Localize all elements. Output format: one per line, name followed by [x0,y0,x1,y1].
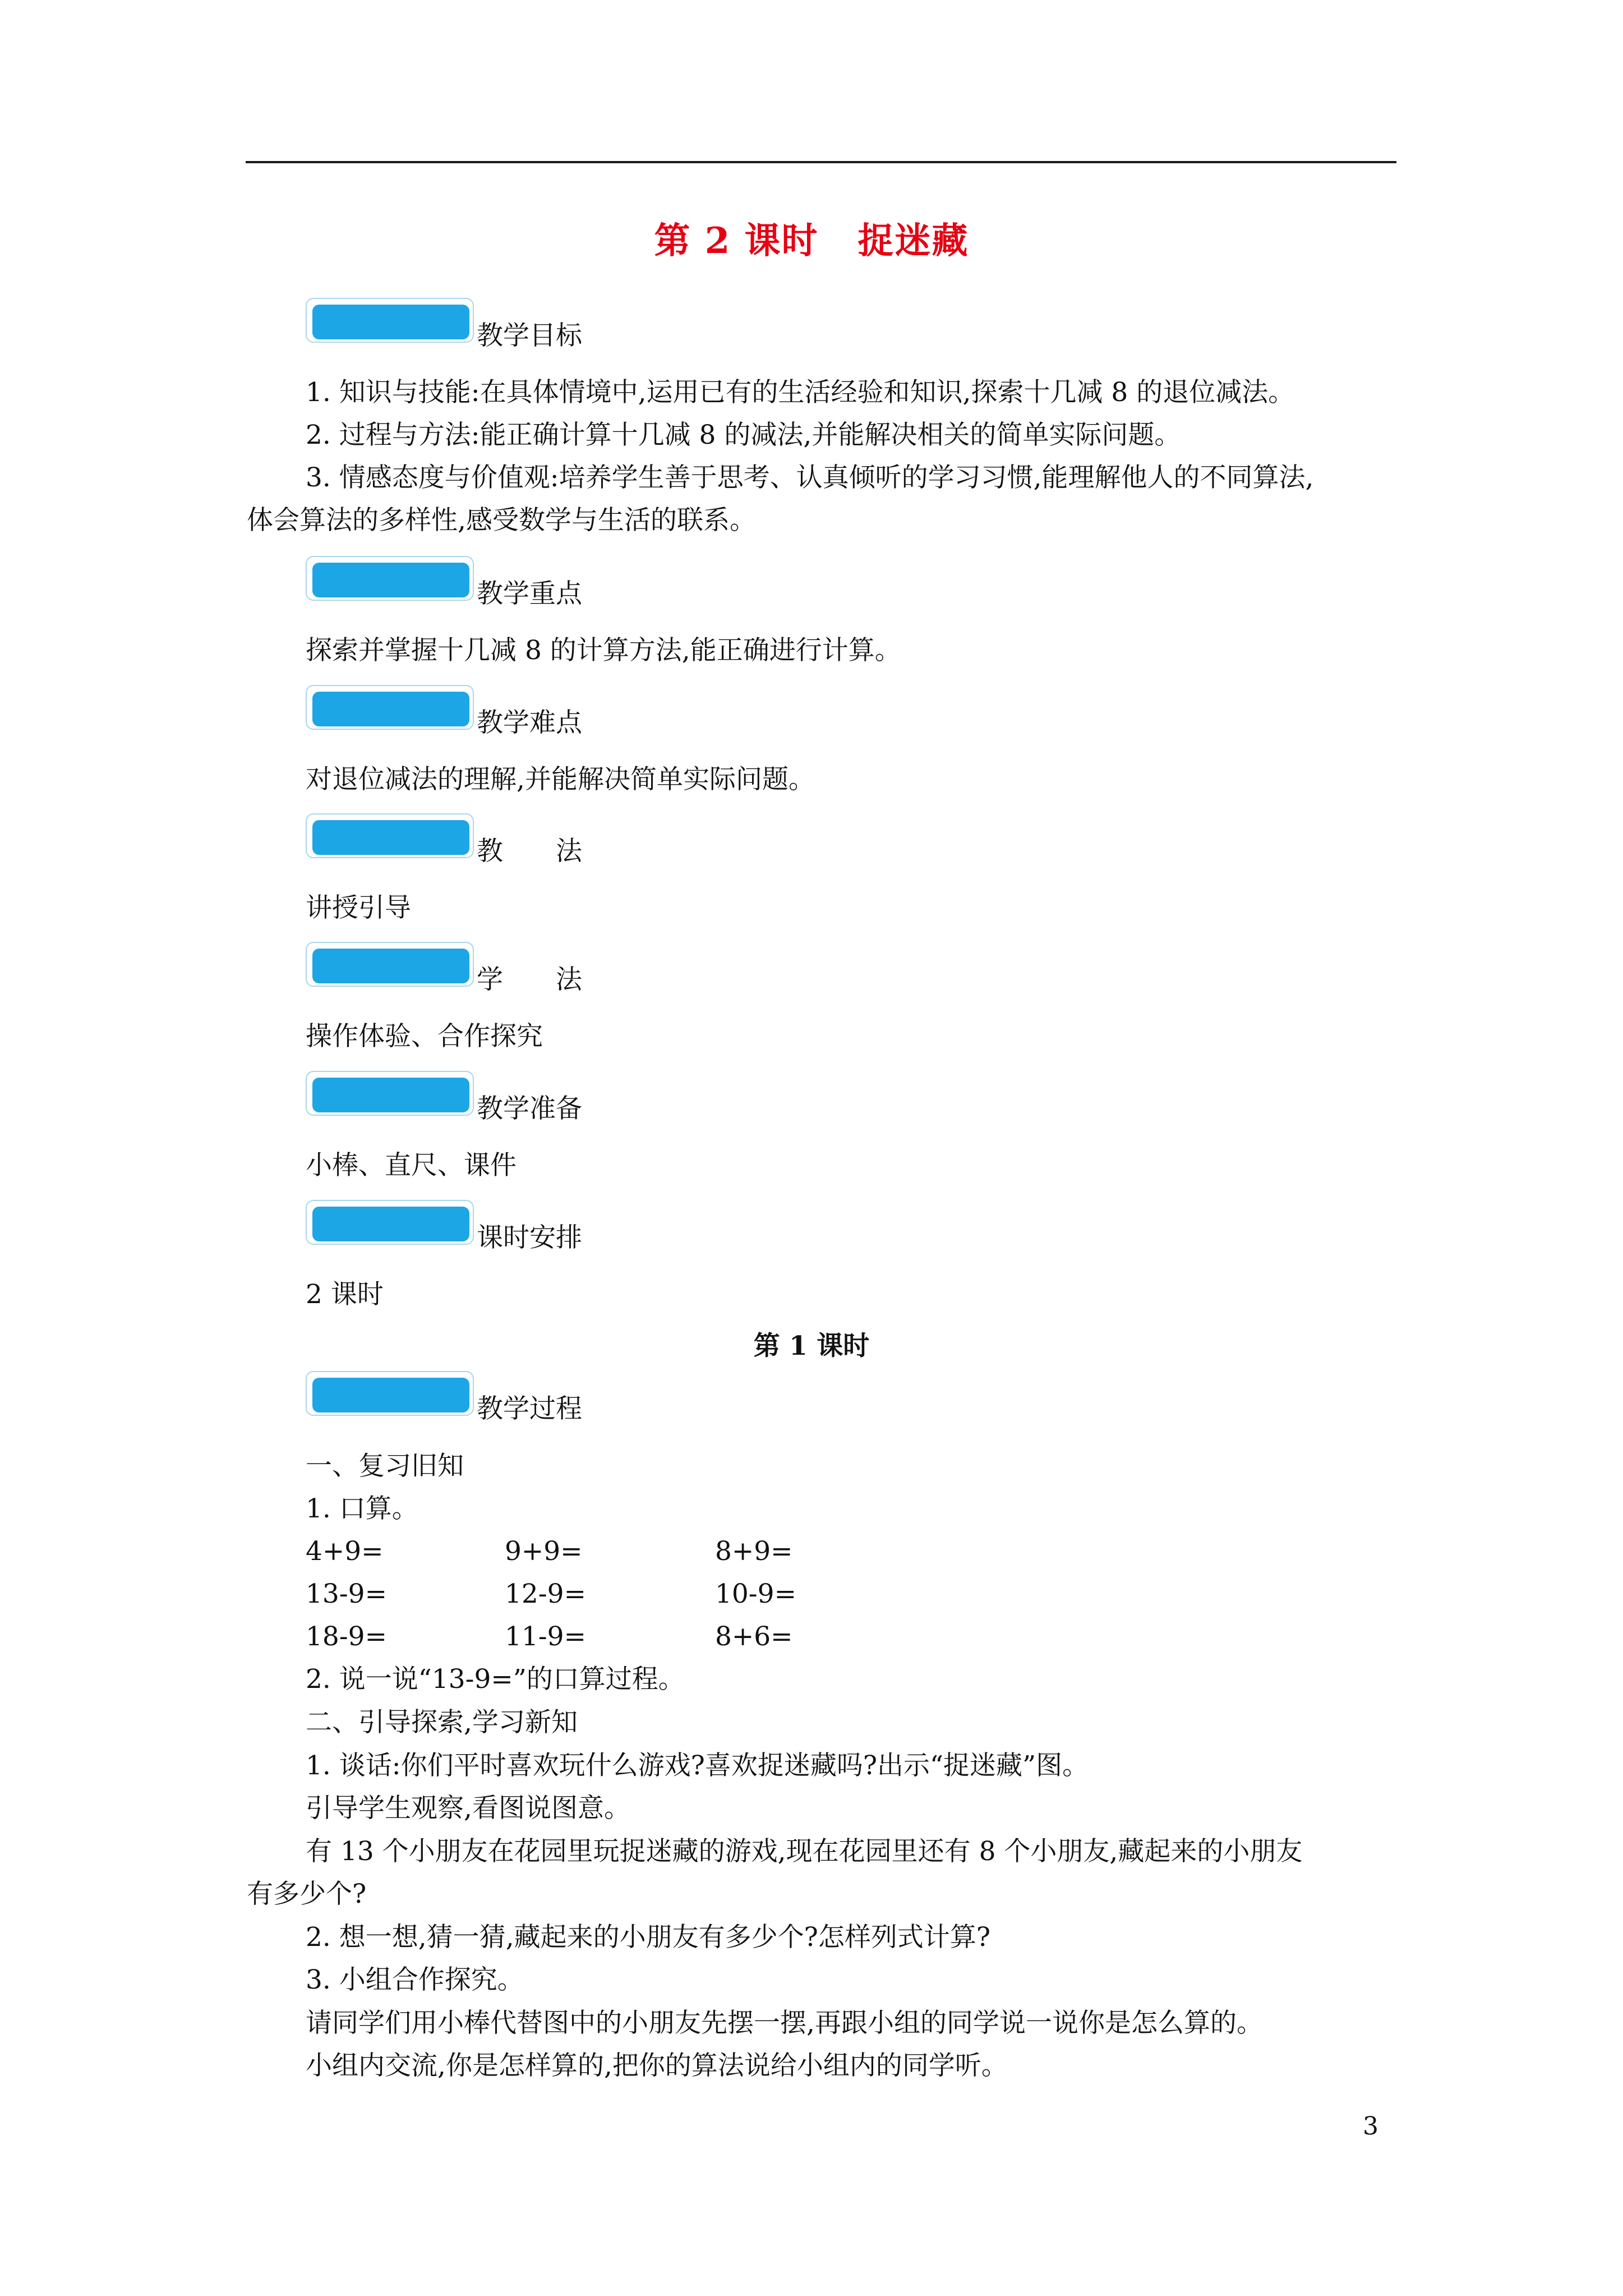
explore-heading: 二、引导探索,学习新知 [306,1707,578,1738]
section-tab [306,942,474,987]
teach-method-text: 讲授引导 [306,892,411,923]
section-tab [306,1071,474,1116]
oral-cell: 10-9= [715,1579,796,1609]
review-heading: 一、复习旧知 [306,1451,464,1481]
oral-cell: 11-9= [505,1621,586,1652]
section-label: 教 法 [477,836,582,867]
section-tab [306,556,474,601]
section-label: 课时安排 [477,1222,582,1253]
think-item: 2. 想一想,猜一猜,藏起来的小朋友有多少个?怎样列式计算? [306,1922,991,1953]
oral-cell: 9+9= [505,1536,583,1567]
section-tab [306,685,474,730]
oral-cell: 4+9= [306,1536,384,1567]
oral-cell: 18-9= [306,1621,387,1652]
section-tab [306,813,474,858]
section-label: 教学目标 [477,320,582,351]
page-number: 3 [1363,2112,1378,2141]
goal-2: 2. 过程与方法:能正确计算十几减 8 的减法,并能解决相关的简单实际问题。 [306,420,1181,450]
goal-3-line2: 体会算法的多样性,感受数学与生活的联系。 [247,505,756,536]
goal-3-line1: 3. 情感态度与价值观:培养学生善于思考、认真倾听的学习习惯,能理解他人的不同算法, [306,462,1314,493]
title-lesson: 第 2 课时 [654,220,819,262]
lesson-1-title: 第 1 课时 [753,1331,870,1361]
sticks-item: 请同学们用小棒代替图中的小朋友先摆一摆,再跟小组的同学说一说你是怎么算的。 [306,2008,1263,2039]
oral-cell: 12-9= [505,1579,586,1609]
section-label: 学 法 [477,964,582,995]
oral-cell: 8+9= [715,1536,793,1567]
section-label: 教学过程 [477,1393,582,1424]
story-line1: 有 13 个小朋友在花园里玩捉迷藏的游戏,现在花园里还有 8 个小朋友,藏起来的小朋友 [306,1836,1303,1867]
goal-1: 1. 知识与技能:在具体情境中,运用已有的生活经验和知识,探索十几减 8 的退位减法。 [306,377,1295,408]
group-item: 3. 小组合作探究。 [306,1964,524,1995]
learn-method-text: 操作体验、合作探究 [306,1021,543,1052]
section-tab [306,1200,474,1245]
oral-heading: 1. 口算。 [306,1493,418,1524]
title-topic: 捉迷藏 [857,220,969,262]
key-text: 探索并掌握十几减 8 的计算方法,能正确进行计算。 [306,635,901,666]
section-tab [306,298,474,343]
section-label: 教学重点 [477,578,582,609]
observe-item: 引导学生观察,看图说图意。 [306,1793,630,1824]
section-tab [306,1371,474,1416]
oral-cell: 8+6= [715,1621,793,1652]
story-line2: 有多少个? [247,1879,367,1910]
schedule-text: 2 课时 [306,1279,384,1310]
page-title [0,212,1623,264]
prep-text: 小棒、直尺、课件 [306,1150,517,1181]
section-label: 教学难点 [477,707,582,738]
share-item: 小组内交流,你是怎样算的,把你的算法说给小组内的同学听。 [306,2050,1008,2081]
say-item: 2. 说一说“13-9=”的口算过程。 [306,1664,685,1695]
section-label: 教学准备 [477,1093,582,1124]
difficulty-text: 对退位减法的理解,并能解决简单实际问题。 [306,764,815,795]
oral-cell: 13-9= [306,1579,387,1609]
talk-item: 1. 谈话:你们平时喜欢玩什么游戏?喜欢捉迷藏吗?出示“捉迷藏”图。 [306,1750,1089,1781]
header-rule [246,161,1396,163]
